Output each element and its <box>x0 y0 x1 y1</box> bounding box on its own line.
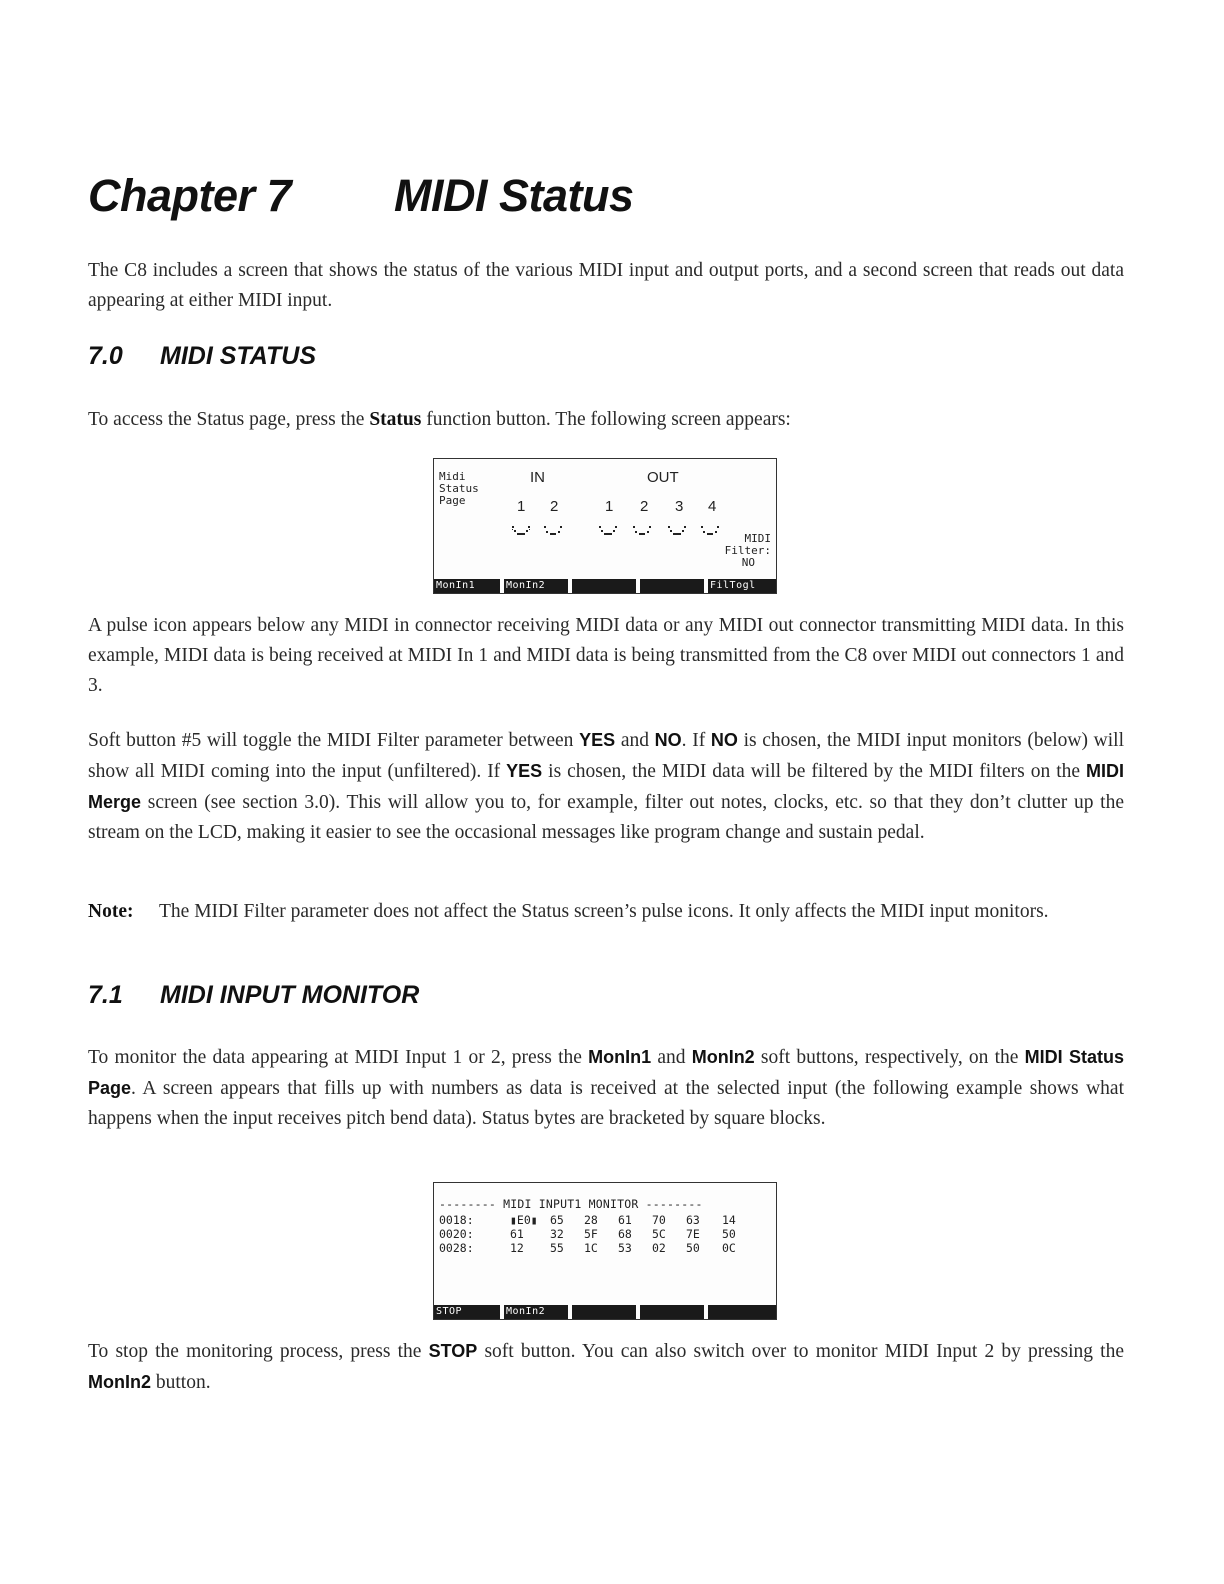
port-icon <box>632 525 652 537</box>
softkey-filtogl[interactable]: FilTogl <box>708 579 776 593</box>
chapter-number: Chapter 7 <box>88 170 292 221</box>
pulse-icon <box>667 525 687 537</box>
filter-toggle-paragraph: Soft button #5 will toggle the MIDI Filter parameter between YES and NO. If NO is chosen, the MIDI input monitors (below) will show all MIDI coming into the input (unfiltered). If YES is chosen, the MIDI data will be filtered by the MIDI filters on the MIDI Merge screen (see section 3.0). This will allow you to, for example, filter out notes, clocks, etc. so that they don’t clutter up the stream on the LCD, making it easier to see the occasional messages like program change and sustain pedal. <box>88 730 1124 843</box>
monitor-byte: 61 <box>510 1227 524 1241</box>
section-heading-7-1 <box>88 981 420 1010</box>
monitor-row-address: 0018: <box>439 1213 474 1227</box>
monitor-byte: 50 <box>722 1227 736 1241</box>
filter-label-2: Filter: <box>724 544 771 557</box>
monitor-byte: 70 <box>652 1213 666 1227</box>
softkey-monin2[interactable]: MonIn2 <box>504 1305 568 1319</box>
softkey-stop[interactable]: STOP <box>434 1305 500 1319</box>
filter-value: NO <box>741 556 755 569</box>
monitor-byte: 14 <box>722 1213 736 1227</box>
section-number: 7.1 <box>88 981 123 1009</box>
lcd-page-label-2: Status <box>439 482 479 495</box>
softkey-3[interactable] <box>572 1305 636 1319</box>
in-port-1: 1 <box>517 498 526 515</box>
monitor-byte: 5F <box>584 1227 598 1241</box>
intro-paragraph: The C8 includes a screen that shows the status of the various MIDI input and output ports, and a second screen that reads out data appearing at either MIDI input. <box>88 260 1124 311</box>
pulse-icon <box>598 525 618 537</box>
monitor-byte: 55 <box>550 1241 564 1255</box>
status-button-term: Status <box>369 409 422 430</box>
monitor-byte: 28 <box>584 1213 598 1227</box>
softkey-5[interactable] <box>708 1305 776 1319</box>
monitor-byte: 32 <box>550 1227 564 1241</box>
port-icon <box>700 525 720 537</box>
section-title: MIDI INPUT MONITOR <box>160 981 420 1009</box>
lcd-page-label-1: Midi <box>439 470 466 483</box>
softkey-monin1[interactable]: MonIn1 <box>434 579 500 593</box>
out-port-4: 4 <box>708 498 717 515</box>
chapter-heading <box>88 170 634 222</box>
monitor-row-address: 0020: <box>439 1227 474 1241</box>
filter-label-1: MIDI <box>744 532 771 545</box>
chapter-title: MIDI Status <box>394 170 634 221</box>
softkey-row <box>434 579 776 593</box>
stop-paragraph: To stop the monitoring process, press the STOP soft button. You can also switch over to monitor MIDI Input 2 by pressing the MonIn2 button. <box>88 1341 1124 1393</box>
lcd-filter-block <box>725 533 771 569</box>
monitor-header: -------- MIDI INPUT1 MONITOR -------- <box>439 1197 703 1211</box>
monitor-byte: ▮E0▮ <box>510 1213 538 1227</box>
pulse-icon <box>511 525 531 537</box>
out-port-3: 3 <box>675 498 684 515</box>
monitor-row-address: 0028: <box>439 1241 474 1255</box>
softkey-4[interactable] <box>640 579 704 593</box>
status-access-paragraph: To access the Status page, press the Status function button. The following screen appears: <box>88 409 791 430</box>
port-icon <box>543 525 563 537</box>
out-port-2: 2 <box>640 498 649 515</box>
lcd-page-label-3: Page <box>439 494 466 507</box>
section-title: MIDI STATUS <box>160 342 317 370</box>
midi-monitor-lcd <box>433 1182 777 1320</box>
monitor-byte: 63 <box>686 1213 700 1227</box>
monitor-byte: 5C <box>652 1227 666 1241</box>
monitor-byte: 02 <box>652 1241 666 1255</box>
note-label: Note: <box>88 901 134 922</box>
monitor-byte: 1C <box>584 1241 598 1255</box>
monitor-byte: 68 <box>618 1227 632 1241</box>
softkey-monin2[interactable]: MonIn2 <box>504 579 568 593</box>
softkey-4[interactable] <box>640 1305 704 1319</box>
monitor-paragraph: To monitor the data appearing at MIDI Input 1 or 2, press the MonIn1 and MonIn2 soft buttons, respectively, on the MIDI Status Page. A screen appears that fills up with numbers as data is received at the selected input (the following example shows what happens when the input receives pitch bend data). Status bytes are bracketed by square blocks. <box>88 1047 1124 1129</box>
monitor-byte: 12 <box>510 1241 524 1255</box>
monitor-byte: 7E <box>686 1227 700 1241</box>
section-heading-7-0 <box>88 342 317 371</box>
softkey-3[interactable] <box>572 579 636 593</box>
monitor-byte: 65 <box>550 1213 564 1227</box>
note-text: The MIDI Filter parameter does not affect the Status screen’s pulse icons. It only affects the MIDI input monitors. <box>159 901 1049 922</box>
monitor-byte: 0C <box>722 1241 736 1255</box>
monitor-byte: 50 <box>686 1241 700 1255</box>
midi-status-lcd <box>433 458 777 594</box>
pulse-icon-paragraph: A pulse icon appears below any MIDI in connector receiving MIDI data or any MIDI out connector transmitting MIDI data. In this example, MIDI data is being received at MIDI In 1 and MIDI data is being transmitted from the C8 over MIDI out connectors 1 and 3. <box>88 615 1124 696</box>
in-port-2: 2 <box>550 498 559 515</box>
monitor-byte: 53 <box>618 1241 632 1255</box>
lcd-in-label: IN <box>530 469 545 486</box>
out-port-1: 1 <box>605 498 614 515</box>
monitor-byte: 61 <box>618 1213 632 1227</box>
softkey-row <box>434 1305 776 1319</box>
section-number: 7.0 <box>88 342 123 370</box>
lcd-out-label: OUT <box>647 469 679 486</box>
